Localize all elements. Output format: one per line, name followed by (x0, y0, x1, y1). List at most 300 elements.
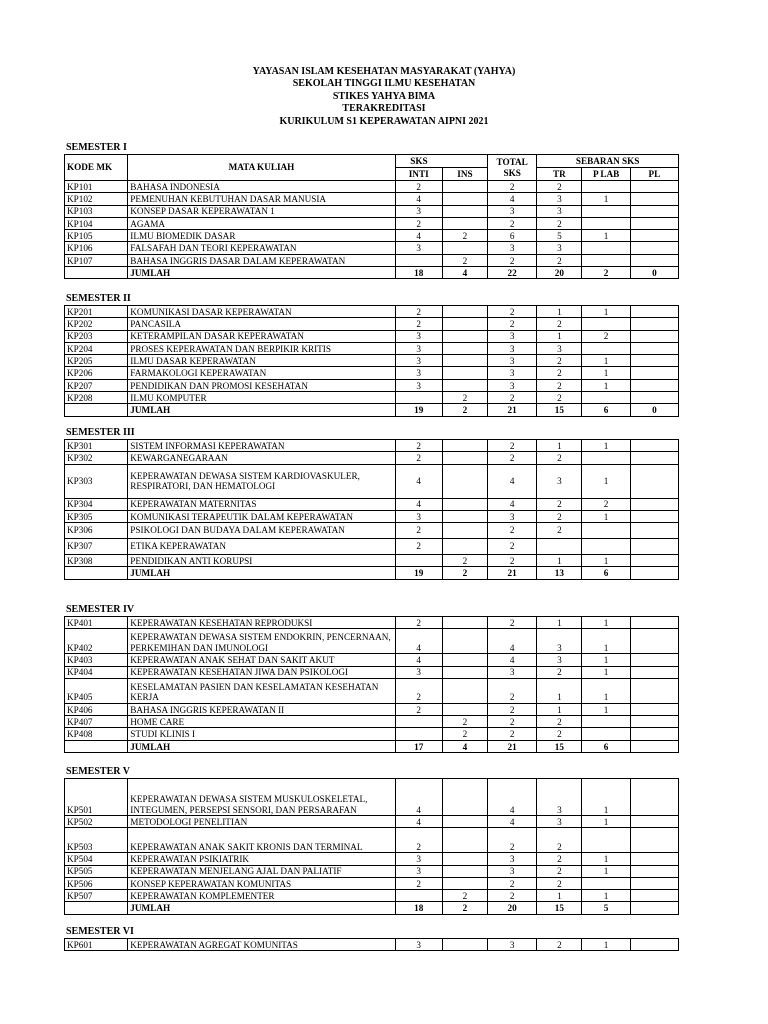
course-code: KP105 (65, 230, 128, 242)
sks-ins-value (442, 217, 487, 229)
course-name: HOME CARE (128, 716, 395, 728)
sks-pl-value (630, 254, 678, 266)
sks-plab-value: 1 (582, 629, 630, 654)
course-name: PEMENUHAN KEBUTUHAN DASAR MANUSIA (128, 193, 395, 205)
course-code: KP502 (65, 816, 128, 828)
sks-ins-value: 2 (442, 555, 487, 567)
sks-total-value: 2 (488, 828, 537, 853)
sks-total-value: 2 (488, 716, 537, 728)
course-name: PSIKOLOGI DAN BUDAYA DALAM KEPERAWATAN (128, 523, 395, 539)
semester-label: SEMESTER I (66, 142, 127, 153)
sks-total-value: 2 (488, 254, 537, 266)
course-code: KP306 (65, 523, 128, 539)
semester-label: SEMESTER VI (66, 926, 134, 937)
sks-total-value: 3 (488, 939, 537, 951)
sks-ins-value (442, 939, 487, 951)
column-header-mata-kuliah: MATA KULIAH (128, 155, 395, 181)
column-header-total-sks: TOTAL SKS (488, 155, 537, 181)
course-row (65, 230, 679, 242)
column-header-sks-spacer (442, 155, 487, 168)
sks-total-value: 4 (488, 779, 537, 816)
sks-pl-value (630, 779, 678, 816)
sks-tr-value: 3 (537, 816, 582, 828)
sks-inti-value: 3 (395, 379, 442, 391)
sks-plab-value: 6 (582, 567, 630, 579)
course-name: ILMU KOMPUTER (128, 392, 395, 404)
course-row (65, 367, 679, 379)
sks-pl-value (630, 828, 678, 853)
course-code: KP305 (65, 510, 128, 522)
course-code: KP101 (65, 181, 128, 193)
sks-ins-value (442, 367, 487, 379)
sks-pl-value (630, 555, 678, 567)
sks-plab-value (582, 318, 630, 330)
sks-plab-value: 1 (582, 865, 630, 877)
sks-total-value: 2 (488, 539, 537, 555)
course-name: STUDI KLINIS I (128, 728, 395, 740)
course-row (65, 205, 679, 217)
sks-ins-value (442, 379, 487, 391)
sks-tr-value: 13 (537, 567, 582, 579)
course-code: KP107 (65, 254, 128, 266)
course-code: KP503 (65, 828, 128, 853)
course-row (65, 816, 679, 828)
sks-total-value: 4 (488, 629, 537, 654)
sks-plab-value: 1 (582, 464, 630, 498)
sks-inti-value (395, 392, 442, 404)
course-row (65, 629, 679, 654)
sks-total-value: 2 (488, 523, 537, 539)
course-code: KP208 (65, 392, 128, 404)
sks-tr-value: 2 (537, 379, 582, 391)
sks-inti-value: 3 (395, 355, 442, 367)
course-code: KP308 (65, 555, 128, 567)
column-header-inti: INTI (395, 168, 442, 181)
sks-inti-value: 2 (395, 877, 442, 889)
course-name: KEPERAWATAN PSIKIATRIK (128, 853, 395, 865)
sks-total-value: 3 (488, 205, 537, 217)
course-code (65, 902, 128, 914)
sks-total-value: 2 (488, 728, 537, 740)
sks-inti-value: 3 (395, 939, 442, 951)
sks-ins-value: 4 (442, 740, 487, 752)
course-code: KP106 (65, 242, 128, 254)
course-code: KP408 (65, 728, 128, 740)
column-header-sebaran-sks: SEBARAN SKS (537, 155, 679, 168)
sks-inti-value: 2 (395, 539, 442, 555)
sks-plab-value: 1 (582, 939, 630, 951)
sks-ins-value (442, 779, 487, 816)
sks-ins-value (442, 498, 487, 510)
sks-ins-value: 2 (442, 254, 487, 266)
sks-tr-value: 1 (537, 555, 582, 567)
course-name: PROSES KEPERAWATAN DAN BERPIKIR KRITIS (128, 342, 395, 354)
course-code: KP407 (65, 716, 128, 728)
course-name: PENDIDIKAN DAN PROMOSI KESEHATAN (128, 379, 395, 391)
sks-plab-value: 1 (582, 555, 630, 567)
semester-table (64, 439, 679, 580)
sks-ins-value (442, 452, 487, 464)
sks-pl-value (630, 306, 678, 318)
sks-ins-value: 4 (442, 267, 487, 279)
course-name: KEPERAWATAN ANAK SAKIT KRONIS DAN TERMINAL (128, 828, 395, 853)
sks-pl-value: 0 (630, 404, 678, 416)
sks-pl-value (630, 678, 678, 703)
sks-ins-value (442, 617, 487, 629)
sks-inti-value: 2 (395, 306, 442, 318)
sks-plab-value (582, 828, 630, 853)
course-row (65, 617, 679, 629)
sks-tr-value: 5 (537, 230, 582, 242)
total-row (65, 267, 679, 279)
sks-ins-value (442, 877, 487, 889)
sks-ins-value: 2 (442, 902, 487, 914)
sks-tr-value: 3 (537, 654, 582, 666)
sks-ins-value: 2 (442, 890, 487, 902)
sks-inti-value: 4 (395, 230, 442, 242)
course-code: KP203 (65, 330, 128, 342)
course-row (65, 379, 679, 391)
sks-tr-value: 1 (537, 330, 582, 342)
sks-pl-value (630, 217, 678, 229)
total-label: JUMLAH (128, 567, 395, 579)
sks-plab-value: 1 (582, 654, 630, 666)
sks-inti-value (395, 890, 442, 902)
course-code: KP103 (65, 205, 128, 217)
sks-tr-value: 2 (537, 523, 582, 539)
document-header (0, 66, 768, 128)
sks-inti-value: 18 (395, 267, 442, 279)
sks-plab-value: 1 (582, 379, 630, 391)
sks-total-value: 2 (488, 217, 537, 229)
course-code: KP304 (65, 498, 128, 510)
sks-total-value: 2 (488, 440, 537, 452)
sks-total-value: 4 (488, 498, 537, 510)
sks-pl-value (630, 342, 678, 354)
course-name: PENDIDIKAN ANTI KORUPSI (128, 555, 395, 567)
course-code: KP104 (65, 217, 128, 229)
course-name: BAHASA INDONESIA (128, 181, 395, 193)
sks-plab-value (582, 728, 630, 740)
sks-pl-value (630, 617, 678, 629)
sks-pl-value (630, 242, 678, 254)
course-name: FALSAFAH DAN TEORI KEPERAWATAN (128, 242, 395, 254)
sks-tr-value: 2 (537, 181, 582, 193)
sks-pl-value (630, 181, 678, 193)
sks-tr-value: 3 (537, 779, 582, 816)
course-code: KP307 (65, 539, 128, 555)
sks-pl-value: 0 (630, 267, 678, 279)
course-row (65, 254, 679, 266)
course-name: KEPERAWATAN AGREGAT KOMUNITAS (128, 939, 395, 951)
sks-inti-value: 3 (395, 865, 442, 877)
sks-inti-value: 19 (395, 567, 442, 579)
course-row (65, 342, 679, 354)
sks-ins-value: 2 (442, 567, 487, 579)
course-code: KP302 (65, 452, 128, 464)
course-name: KEPERAWATAN KOMPLEMENTER (128, 890, 395, 902)
sks-ins-value: 2 (442, 728, 487, 740)
course-code (65, 567, 128, 579)
sks-inti-value: 4 (395, 498, 442, 510)
sks-tr-value: 2 (537, 367, 582, 379)
column-header-sks: SKS (395, 155, 442, 168)
sks-ins-value: 2 (442, 230, 487, 242)
sks-tr-value: 2 (537, 254, 582, 266)
course-code: KP506 (65, 877, 128, 889)
semester-table (64, 938, 679, 951)
course-code: KP102 (65, 193, 128, 205)
sks-total-value: 21 (488, 567, 537, 579)
sks-pl-value (630, 865, 678, 877)
sks-tr-value: 3 (537, 629, 582, 654)
sks-plab-value: 1 (582, 367, 630, 379)
sks-inti-value: 4 (395, 193, 442, 205)
sks-ins-value (442, 853, 487, 865)
course-code: KP205 (65, 355, 128, 367)
course-code: KP504 (65, 853, 128, 865)
sks-tr-value: 2 (537, 355, 582, 367)
sks-ins-value (442, 523, 487, 539)
header-line-school: SEKOLAH TINGGI ILMU KESEHATAN (292, 78, 476, 90)
sks-tr-value (537, 539, 582, 555)
course-row (65, 498, 679, 510)
sks-ins-value (442, 242, 487, 254)
sks-plab-value: 6 (582, 740, 630, 752)
course-row (65, 555, 679, 567)
sks-pl-value (630, 853, 678, 865)
sks-tr-value: 2 (537, 716, 582, 728)
sks-plab-value: 1 (582, 510, 630, 522)
sks-pl-value (630, 890, 678, 902)
sks-plab-value: 1 (582, 703, 630, 715)
sks-pl-value (630, 452, 678, 464)
course-row (65, 452, 679, 464)
course-row (65, 193, 679, 205)
sks-pl-value (630, 539, 678, 555)
sks-plab-value (582, 523, 630, 539)
sks-total-value: 2 (488, 890, 537, 902)
sks-pl-value (630, 510, 678, 522)
sks-pl-value (630, 392, 678, 404)
sks-plab-value (582, 181, 630, 193)
course-code (65, 740, 128, 752)
sks-inti-value: 2 (395, 318, 442, 330)
sks-inti-value: 2 (395, 440, 442, 452)
course-code: KP507 (65, 890, 128, 902)
sks-inti-value: 3 (395, 853, 442, 865)
sks-plab-value: 1 (582, 617, 630, 629)
semester-label: SEMESTER V (66, 766, 131, 777)
sks-inti-value: 4 (395, 779, 442, 816)
sks-total-value: 3 (488, 242, 537, 254)
sks-total-value: 3 (488, 666, 537, 678)
course-name: BAHASA INGGRIS DASAR DALAM KEPERAWATAN (128, 254, 395, 266)
course-code: KP406 (65, 703, 128, 715)
sks-tr-value: 2 (537, 217, 582, 229)
sks-inti-value (395, 555, 442, 567)
course-code: KP505 (65, 865, 128, 877)
course-code: KP405 (65, 678, 128, 703)
sks-total-value: 3 (488, 865, 537, 877)
sks-tr-value: 2 (537, 877, 582, 889)
sks-pl-value (630, 740, 678, 752)
sks-total-value: 2 (488, 181, 537, 193)
course-code: KP206 (65, 367, 128, 379)
course-row (65, 217, 679, 229)
sks-tr-value: 15 (537, 902, 582, 914)
course-row (65, 779, 679, 816)
sks-pl-value (630, 464, 678, 498)
sks-inti-value: 2 (395, 523, 442, 539)
course-name: BAHASA INGGRIS KEPERAWATAN II (128, 703, 395, 715)
course-name: PANCASILA (128, 318, 395, 330)
sks-inti-value (395, 716, 442, 728)
course-row (65, 666, 679, 678)
course-code: KP403 (65, 654, 128, 666)
course-row (65, 306, 679, 318)
sks-tr-value: 2 (537, 853, 582, 865)
header-line-accreditation: TERAKREDITASI (342, 103, 426, 115)
course-code: KP303 (65, 464, 128, 498)
course-row (65, 865, 679, 877)
sks-total-value: 21 (488, 404, 537, 416)
course-code: KP501 (65, 779, 128, 816)
sks-tr-value: 3 (537, 193, 582, 205)
course-name: METODOLOGI PENELITIAN (128, 816, 395, 828)
course-name: KEPERAWATAN ANAK SEHAT DAN SAKIT AKUT (128, 654, 395, 666)
sks-tr-value: 2 (537, 510, 582, 522)
sks-inti-value: 3 (395, 666, 442, 678)
course-row (65, 318, 679, 330)
sks-inti-value: 3 (395, 242, 442, 254)
sks-total-value: 2 (488, 703, 537, 715)
sks-total-value: 4 (488, 816, 537, 828)
sks-total-value: 2 (488, 678, 537, 703)
sks-pl-value (630, 523, 678, 539)
sks-total-value: 3 (488, 342, 537, 354)
sks-tr-value: 1 (537, 617, 582, 629)
column-header-pl: PL (630, 168, 678, 181)
sks-pl-value (630, 205, 678, 217)
sks-plab-value: 2 (582, 330, 630, 342)
course-code: KP601 (65, 939, 128, 951)
sks-ins-value (442, 318, 487, 330)
sks-total-value: 2 (488, 555, 537, 567)
sks-plab-value: 1 (582, 666, 630, 678)
course-code (65, 404, 128, 416)
sks-inti-value (395, 254, 442, 266)
course-row (65, 890, 679, 902)
course-name: KETERAMPILAN DASAR KEPERAWATAN (128, 330, 395, 342)
course-name: KEPERAWATAN KESEHATAN REPRODUKSI (128, 617, 395, 629)
sks-pl-value (630, 902, 678, 914)
sks-plab-value (582, 342, 630, 354)
course-row (65, 828, 679, 853)
sks-tr-value: 2 (537, 939, 582, 951)
course-code: KP301 (65, 440, 128, 452)
course-name: KESELAMATAN PASIEN DAN KESELAMATAN KESEHATAN KERJA (128, 678, 395, 703)
sks-tr-value: 1 (537, 678, 582, 703)
course-row (65, 939, 679, 951)
sks-tr-value: 1 (537, 703, 582, 715)
total-row (65, 902, 679, 914)
sks-ins-value (442, 678, 487, 703)
sks-total-value: 21 (488, 740, 537, 752)
sks-tr-value: 3 (537, 342, 582, 354)
sks-ins-value (442, 205, 487, 217)
sks-plab-value (582, 217, 630, 229)
sks-pl-value (630, 877, 678, 889)
sks-ins-value (442, 539, 487, 555)
sks-plab-value (582, 716, 630, 728)
sks-plab-value: 1 (582, 230, 630, 242)
sks-total-value: 2 (488, 877, 537, 889)
total-label: JUMLAH (128, 267, 395, 279)
sks-plab-value: 1 (582, 853, 630, 865)
total-row (65, 740, 679, 752)
course-code: KP401 (65, 617, 128, 629)
sks-total-value: 20 (488, 902, 537, 914)
course-name: KEPERAWATAN DEWASA SISTEM KARDIOVASKULER, RESPIRATORI, DAN HEMATOLOGI (128, 464, 395, 498)
course-code: KP207 (65, 379, 128, 391)
course-name: ILMU BIOMEDIK DASAR (128, 230, 395, 242)
sks-tr-value: 2 (537, 318, 582, 330)
course-name: KEPERAWATAN MATERNITAS (128, 498, 395, 510)
sks-tr-value: 3 (537, 242, 582, 254)
sks-ins-value (442, 342, 487, 354)
sks-pl-value (630, 330, 678, 342)
course-name: KOMUNIKASI TERAPEUTIK DALAM KEPERAWATAN (128, 510, 395, 522)
sks-total-value: 2 (488, 392, 537, 404)
sks-total-value: 3 (488, 853, 537, 865)
course-row (65, 392, 679, 404)
sks-tr-value: 2 (537, 728, 582, 740)
course-row (65, 510, 679, 522)
course-code: KP402 (65, 629, 128, 654)
sks-inti-value: 3 (395, 367, 442, 379)
sks-inti-value: 2 (395, 617, 442, 629)
sks-total-value: 2 (488, 306, 537, 318)
sks-ins-value (442, 330, 487, 342)
sks-plab-value: 1 (582, 193, 630, 205)
sks-ins-value (442, 666, 487, 678)
course-code: KP204 (65, 342, 128, 354)
sks-tr-value: 20 (537, 267, 582, 279)
sks-pl-value (630, 939, 678, 951)
sks-total-value: 3 (488, 379, 537, 391)
sks-pl-value (630, 440, 678, 452)
course-name: ILMU DASAR KEPERAWATAN (128, 355, 395, 367)
sks-tr-value: 15 (537, 740, 582, 752)
course-row (65, 678, 679, 703)
sks-pl-value (630, 703, 678, 715)
header-line-foundation: YAYASAN ISLAM KESEHATAN MASYARAKAT (YAHYA) (252, 66, 516, 77)
semester-label: SEMESTER IV (66, 604, 135, 615)
total-row (65, 404, 679, 416)
sks-pl-value (630, 716, 678, 728)
sks-total-value: 6 (488, 230, 537, 242)
sks-tr-value: 1 (537, 890, 582, 902)
sks-plab-value (582, 242, 630, 254)
sks-total-value: 4 (488, 464, 537, 498)
course-name: KEPERAWATAN MENJELANG AJAL DAN PALIATIF (128, 865, 395, 877)
course-row (65, 716, 679, 728)
semester-table (64, 305, 679, 417)
sks-pl-value (630, 193, 678, 205)
course-row (65, 464, 679, 498)
sks-tr-value: 1 (537, 306, 582, 318)
